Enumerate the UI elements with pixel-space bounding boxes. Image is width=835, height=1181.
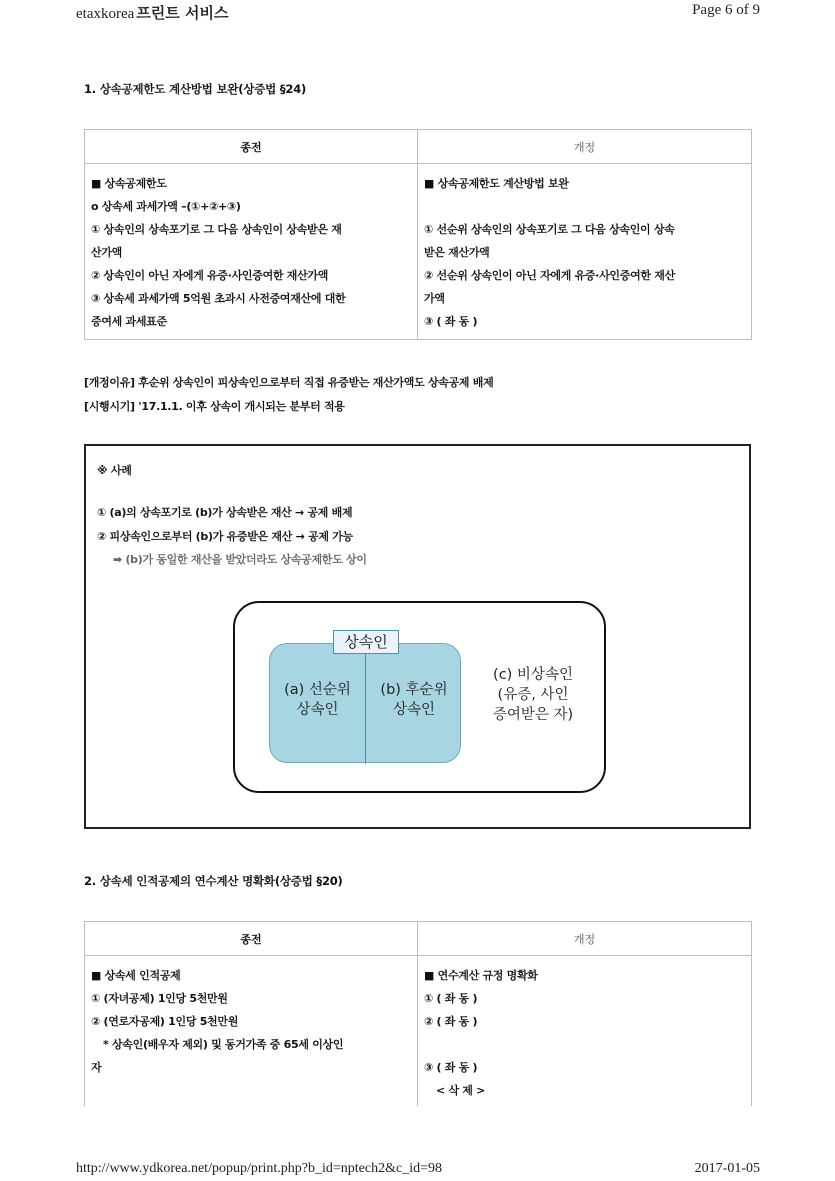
new-column-header: 개정	[418, 130, 752, 164]
senior-heir-label	[270, 680, 365, 720]
new-rule-cell	[418, 164, 752, 340]
old-line: ② (연로자공제) 1인당 5천만원	[91, 1015, 239, 1028]
section1-title: 1. 상속공제한도 계산방법 보완(상증법 §24)	[84, 82, 307, 96]
junior-heir-line: 상속인	[392, 702, 436, 718]
new-line-spacer	[424, 195, 745, 218]
effective-date: [시행시기] '17.1.1. 이후 상속이 개시되는 분부터 적용	[84, 400, 345, 413]
new-line: ② 선순위 상속인이 아닌 자에게 유증·사인증여한 재산	[424, 269, 675, 282]
old-column-header: 종전	[85, 922, 418, 956]
new-line-spacer	[424, 1033, 745, 1056]
old-line: ① (자녀공제) 1인당 5천만원	[91, 992, 228, 1005]
new-line: ① 선순위 상속인의 상속포기로 그 다음 상속인이 상속	[424, 223, 675, 236]
page-indicator: Page 6 of 9	[692, 2, 760, 18]
example-line: ② 피상속인으로부터 (b)가 유증받은 재산 → 공제 가능	[97, 530, 353, 543]
new-line: ③ ( 좌 동 )	[424, 1061, 478, 1074]
non-heir-line: (유증, 사인	[497, 687, 569, 703]
print-header-title	[76, 2, 228, 23]
example-heading: ※ 사례	[97, 464, 132, 477]
new-line: ② ( 좌 동 )	[424, 1015, 478, 1028]
new-column-header: 개정	[418, 922, 752, 956]
revision-reason: [개정이유] 후순위 상속인이 피상속인으로부터 직접 유증받는 재산가액도 상속공제 배제	[84, 376, 494, 389]
non-heir-line: (c) 비상속인	[493, 667, 573, 683]
section2-title: 2. 상속세 인적공제의 연수계산 명확화(상증법 §20)	[84, 874, 343, 888]
footer-url: http://www.ydkorea.net/popup/print.php?b_id=nptech2&c_id=98	[76, 1161, 442, 1176]
old-line: ■ 상속공제한도	[91, 177, 167, 190]
print-service-label: 프린트 서비스	[136, 4, 229, 22]
old-line: 자	[91, 1061, 102, 1074]
old-rule-cell	[85, 956, 418, 1107]
senior-heir-line: 상속인	[296, 702, 339, 718]
new-line: 가액	[424, 292, 445, 305]
old-line: ① 상속인의 상속포기로 그 다음 상속인이 상속받은 재	[91, 223, 342, 236]
new-line: ③ ( 좌 동 )	[424, 315, 478, 328]
old-line: ③ 상속세 과세가액 5억원 초과시 사전증여재산에 대한	[91, 292, 346, 305]
heirs-label: 상속인	[333, 630, 399, 654]
new-line: 받은 재산가액	[424, 246, 490, 259]
heir-diagram	[233, 601, 606, 793]
old-line: o 상속세 과세가액 –(①+②+③)	[91, 200, 241, 213]
junior-heir-label	[366, 680, 462, 720]
old-line: ■ 상속세 인적공제	[91, 969, 181, 982]
non-heir-line: 증여받은 자)	[492, 707, 574, 723]
old-line: ② 상속인이 아닌 자에게 유증·사인증여한 재산가액	[91, 269, 329, 282]
old-line: 증여세 과세표준	[91, 315, 167, 328]
new-line: ① ( 좌 동 )	[424, 992, 478, 1005]
heirs-group	[269, 643, 461, 763]
senior-heir-line: (a) 선순위	[284, 682, 351, 698]
new-line: < 삭 제 >	[436, 1084, 486, 1097]
old-column-header: 종전	[85, 130, 418, 164]
brand-name: etaxkorea	[76, 6, 135, 22]
old-rule-cell	[85, 164, 418, 340]
section2-comparison-table	[84, 921, 752, 1106]
new-rule-cell	[418, 956, 752, 1107]
footer-date: 2017-01-05	[694, 1161, 760, 1176]
new-line: ■ 상속공제한도 계산방법 보완	[424, 177, 569, 190]
junior-heir-line: (b) 후순위	[380, 682, 448, 698]
section1-comparison-table	[84, 129, 752, 340]
new-line: ■ 연수계산 규정 명확화	[424, 969, 538, 982]
old-line: * 상속인(배우자 제외) 및 동거가족 중 65세 이상인	[103, 1038, 344, 1051]
example-box	[84, 444, 751, 829]
non-heir-label	[473, 665, 593, 725]
example-line: ① (a)의 상속포기로 (b)가 상속받은 재산 → 공제 배제	[97, 506, 353, 519]
old-line: 산가액	[91, 246, 122, 259]
example-conclusion: ➡ (b)가 동일한 재산을 받았더라도 상속공제한도 상이	[113, 553, 367, 566]
